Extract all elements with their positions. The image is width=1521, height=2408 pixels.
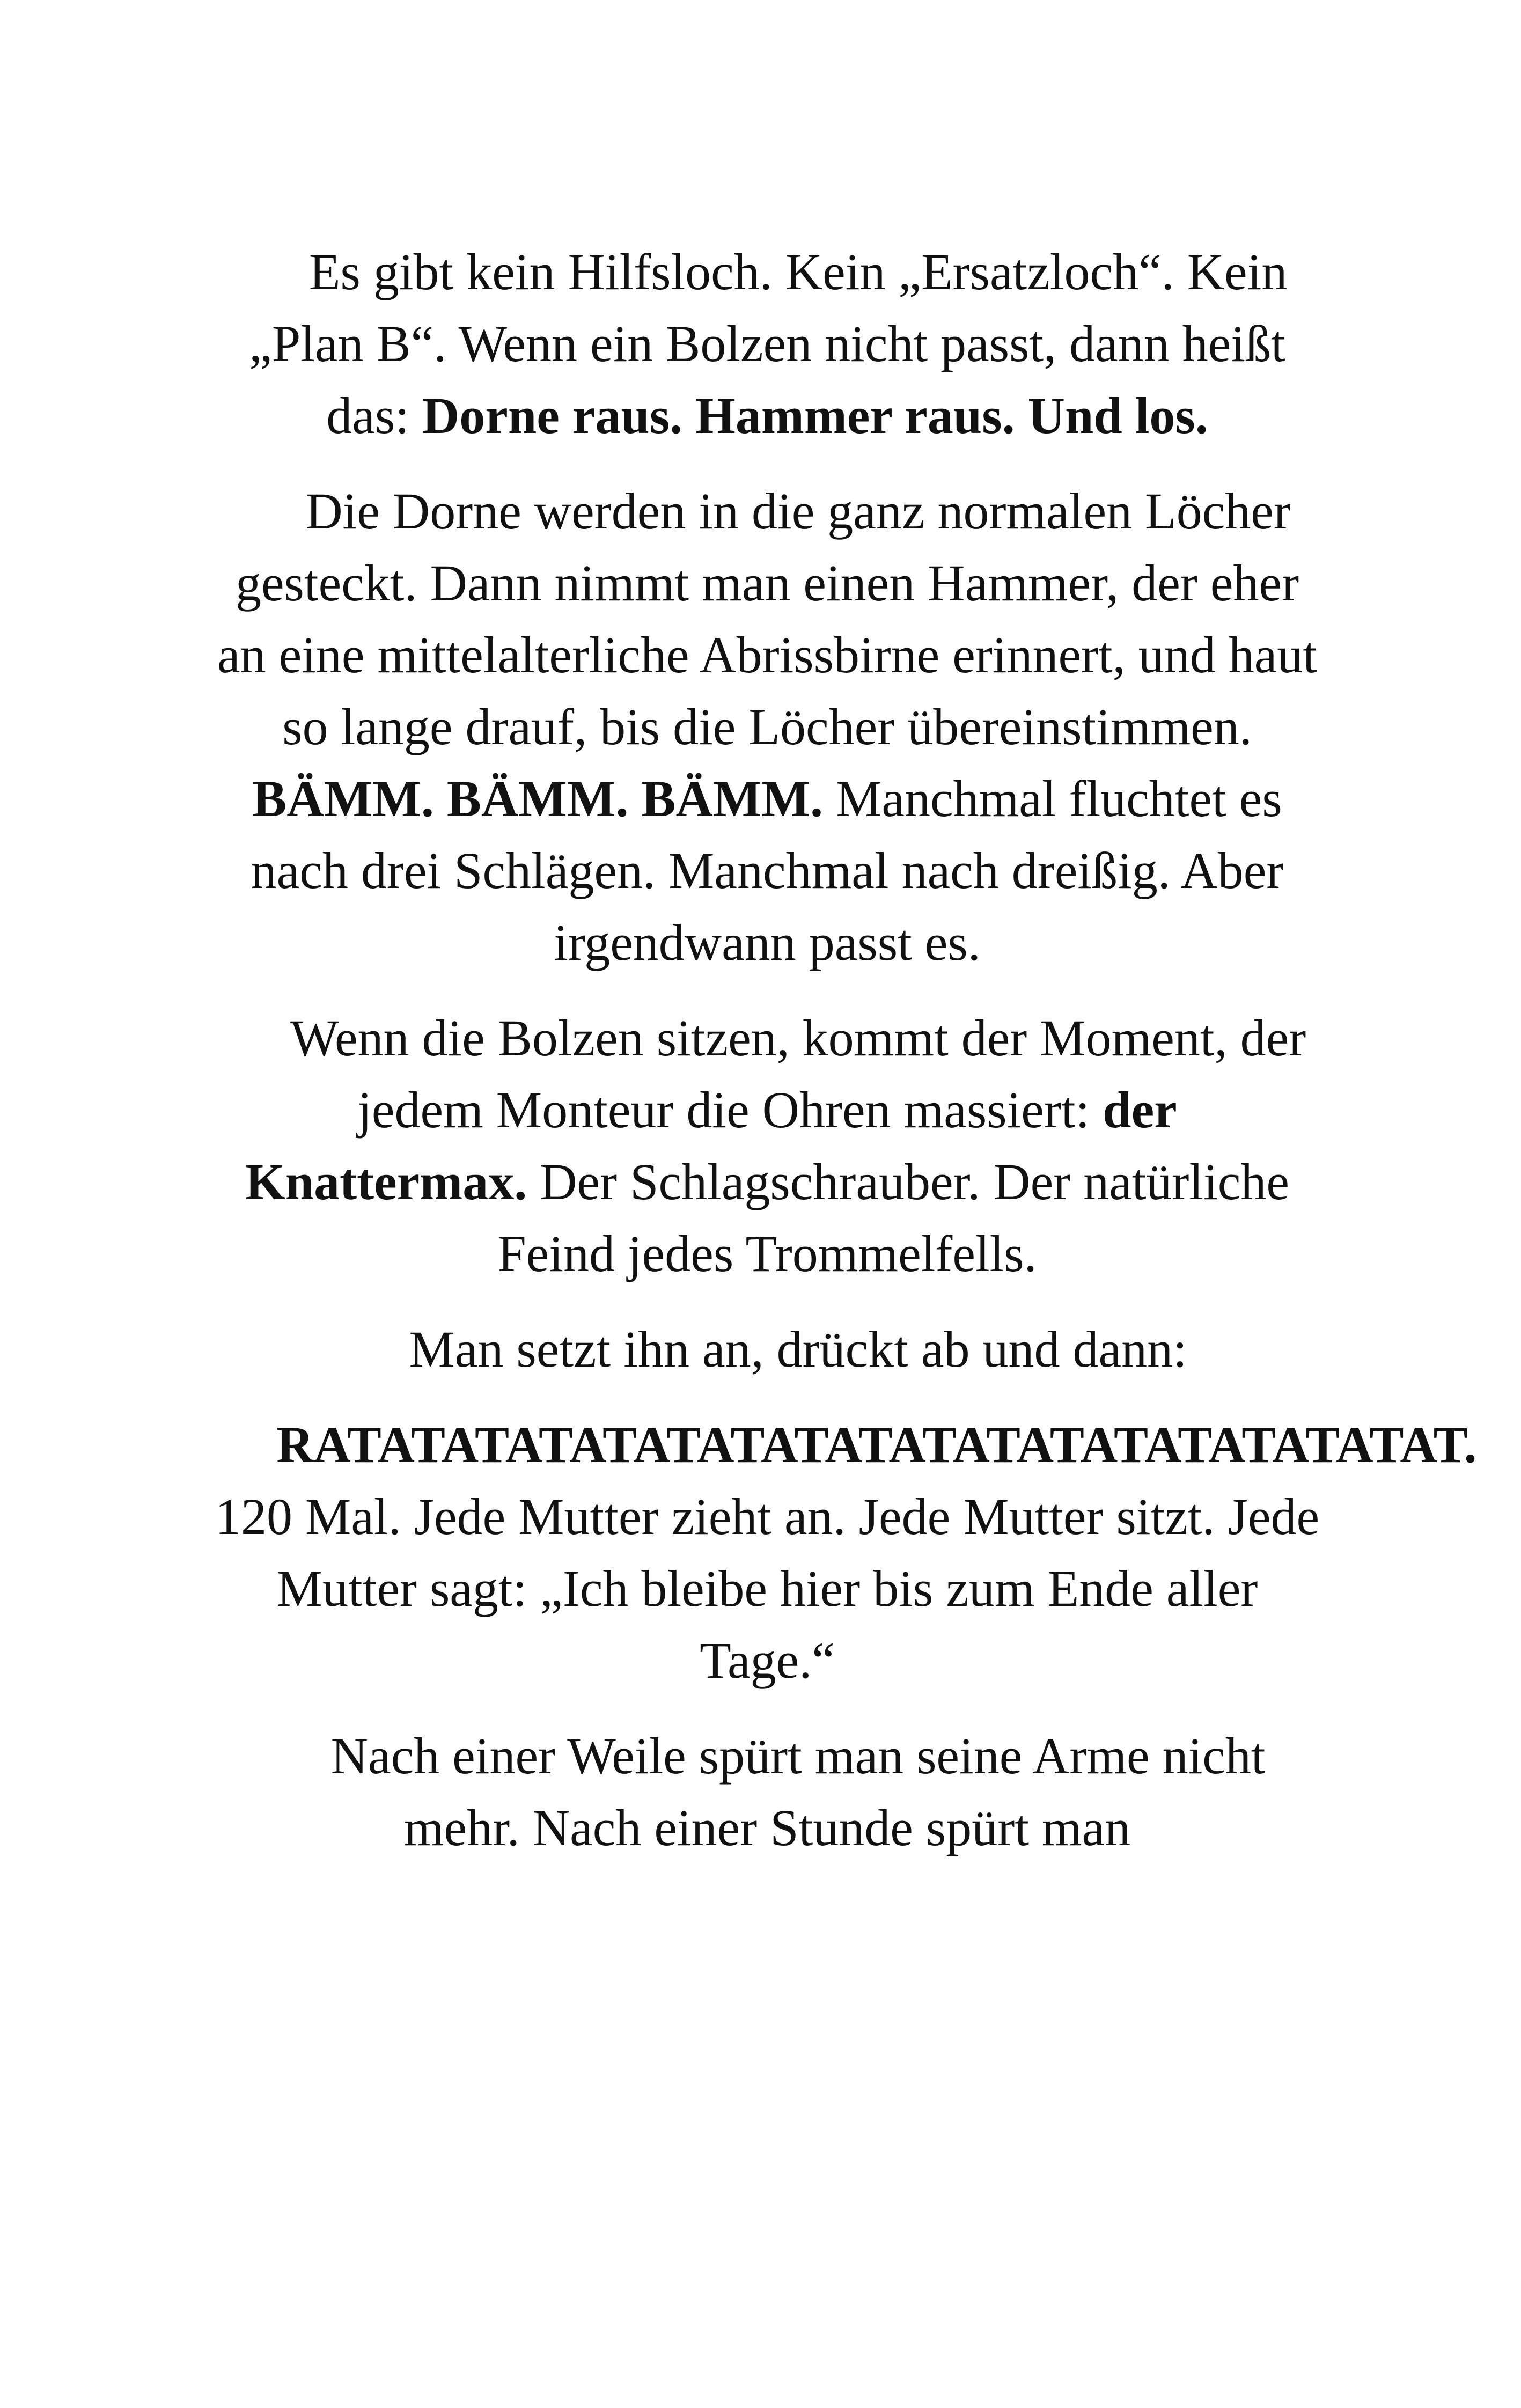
paragraph-5 xyxy=(215,1409,1477,1697)
body-text xyxy=(215,236,1477,1888)
bold-phrase: BÄMM. BÄMM. BÄMM. xyxy=(252,770,824,827)
paragraph-1 xyxy=(215,236,1320,452)
paragraph-6 xyxy=(215,1720,1320,1864)
paragraph-text: Manchmal fluchtet es nach drei Schlägen. Manchmal nach dreißig. Aber irgendwann passt es. xyxy=(251,770,1284,971)
bold-phrase: der Knattermax. xyxy=(245,1081,1177,1210)
paragraph-2 xyxy=(215,475,1320,979)
paragraph-text: Der Schlagschrauber. Der natürliche Feind jedes Trommelfells. xyxy=(497,1153,1289,1282)
paragraph-text: Nach einer Weile spürt man seine Arme nicht mehr. Nach einer Stunde spürt man xyxy=(330,1727,1266,1856)
paragraph-4 xyxy=(215,1313,1320,1385)
paragraph-text: Man setzt ihn an, drückt ab und dann: xyxy=(409,1320,1187,1378)
paragraph-text: 120 Mal. Jede Mutter zieht an. Jede Mutter sitzt. Jede Mutter sagt: „Ich bleibe hier bis zum Ende aller Tage.“ xyxy=(215,1488,1320,1689)
bold-phrase: Dorne raus. Hammer raus. Und los. xyxy=(422,387,1208,444)
paragraph-text: Wenn die Bolzen sitzen, kommt der Moment, der jedem Monteur die Ohren massiert: xyxy=(290,1009,1306,1139)
paragraph-3 xyxy=(215,1002,1320,1290)
paragraph-text: Es gibt kein Hilfsloch. Kein „Ersatzloch“. Kein „Plan B“. Wenn ein Bolzen nicht passt, dann heißt das: xyxy=(249,243,1288,444)
bold-phrase: RATATATATATATATATATATATATATATATATATAT. xyxy=(276,1416,1477,1473)
paragraph-text: Die Dorne werden in die ganz normalen Löcher gesteckt. Dann nimmt man einen Hammer, der eher an eine mittelalterliche Abrissbirne erinnert, und haut so lange drauf, bis die Löcher übereinstimmen. xyxy=(217,482,1317,755)
